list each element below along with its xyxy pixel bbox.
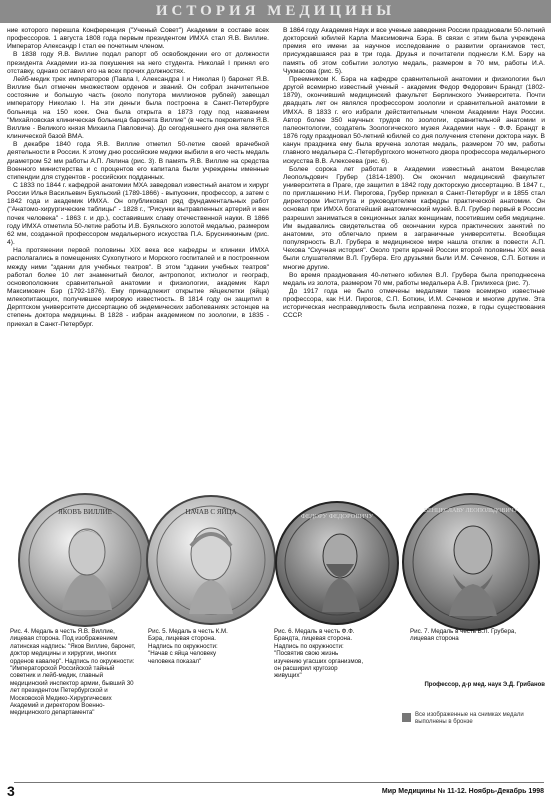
page-number: 3	[7, 783, 15, 799]
section-header	[0, 0, 551, 23]
left-text-column	[7, 27, 269, 329]
note-text: Все изображенные на снимках медали выполнены в бронзе	[415, 712, 524, 726]
paragraph: До 1917 года не было отмечены медалями такие всемирно известные профессора, как Н.И. Пирогов, С.П. Боткин, И.М. Сеченов и многие другие. Эта историческая несправедливость была исправлена позже, в годы существования СССР.	[283, 288, 545, 320]
bronze-note	[402, 712, 542, 726]
medal-image-fig4	[17, 492, 153, 628]
paragraph: В декабре 1840 года Я.В. Виллие отметил 50-летие своей врачебной деятельности в России. К этому дню российские медики выбили в его честь медаль диаметром 52 мм работы А.П. Лялина (рис. 3). В память Я.В. Виллие на средства Военного министерства и с процентов его капитала были учреждены именные стипендии для студентов - российских подданных.	[7, 141, 269, 181]
paragraph: Преемником К. Бэра на кафедре сравнительной анатомии и физиологии был другой всемирно известный ученый - академик Федор Федорович Брандт (1802-1879), окончивший медицинский факультет Берлинского Университета. Почти двадцать лет он являлся профессором зоологии и сравнительной анатомии в ИМХА. В 1833 г. его избрали действительным членом Академии Наук России. Автор более 350 научных трудов по зоологии, сравнительной анатомии и палеонтологии, создатель Зоологического музея Академии наук - Ф.Ф. Брандт в 1876 году праздновал 50-летний юбилей со дня получения степени доктора наук. В канун праздника ему была вручена золотая медаль, размером 70 мм, работы главного медальера С.-Петербургского монетного двора профессора медальерного искусства В.В. Алексеева (рис. 6).	[283, 75, 545, 165]
section-title: ИСТОРИЯ МЕДИЦИНЫ	[155, 3, 396, 19]
figure-caption-fig4: Рис. 4. Медаль в честь Я.В. Виллие, лицевая сторона. Под изображением латинская надпись: "Яков Виллие, баронет, доктор медицины и хирургии, многих орденов кавалер". Надпись по окружности: "Императорской Российской тайный советник и лейб-медик, главный медицинский инспектор армии, бывший 30 лет президентом Петербургской и Московской Медико-Хирургических Академий и директором Военно-медицинского департамента"	[10, 628, 136, 717]
figure-caption-fig6: Рис. 6. Медаль в честь Ф.Ф. Брандта, лицевая сторона. Надпись по окружности: "Посвятив свою жизнь изучению угасших организмов, он расширил кругозор живущих"	[274, 628, 364, 680]
journal-issue: Мир Медицины № 11-12. Ноябрь-Декабрь 1998	[381, 787, 544, 795]
paragraph: На протяжении первой половины XIX века все кафедры и клиники ИМХА располагались в помещениях Сухопутного и Морского госпиталей и в построенном между ними "здании для учебных театров". В этом "здании учебных театров" работал более 10 лет знаменитый биолог, антрополог, ихтиолог и географ, основоположник сравнительной анатомии и физиологии, академик Карл Максимович Бэр (1792-1876). Ему принадлежит открытие яйцеклетки (яйца) млекопитающих, получившее мировую известность. В 1814 году он защитил в Дерптском университете диссертацию об эндемических заболеваниях эстонцев на степень доктора медицины. В 1828 - избран академиком по зоологии, в 1835 - приехал в Санкт-Петербург.	[7, 247, 269, 328]
right-text-column	[283, 27, 545, 321]
medal-image-fig5	[145, 494, 277, 626]
medal-legend: ФЕДОРУ ФЕДОРОВИЧУ	[300, 513, 374, 520]
page-footer	[0, 782, 551, 800]
medal-legend: ЯКОВЪ ВИЛЛИЕ	[58, 508, 112, 516]
medal-legend: НАЧАВ С ЯЙЦА	[185, 508, 237, 516]
medal-image-fig6	[274, 500, 400, 626]
paragraph: В 1864 году Академия Наук и все ученые заведения России праздновали 50-летний докторский юбилей Карла Максимовича Бэра. В связи с этим была учреждена премия его имени за научное исследование о развитии организмов тест, присуждавшаяся раз в три года. Друзья и почитатели поднесли К.М. Бэру на память об этом событии золотую медаль, размером в 70 мм, работы И.А. Чукмасова (рис. 5).	[283, 27, 545, 75]
paragraph: ние которого перешла Конференция ("Ученый Совет") Академии в составе всех профессоров. 1 августа 1808 года первым президентом ИМХА стал Я.В. Виллие. Император Александр I стал ее почетным членом.	[7, 27, 269, 51]
figure-caption-fig7: Рис. 7. Медаль в честь В.Л. Грубера, лицевая сторона	[410, 628, 517, 643]
paragraph: С 1833 по 1844 г. кафедрой анатомии МХА заведовал известный анатом и хирург России Илья Васильевич Буяльский (1789-1866) - выпускник, профессор, а затем с 1842 года и академик ИМХА. Он опубликовал ряд фундаментальных работ ("Анатомо-хирургические таблицы" - 1828 г., "Рисунки вытравленных артерий и вен почек человека" - 1863 г. и др.), составивших славу отечественной науки. В 1866 году ИМХА отметила 50-летие работы И.В. Буяльского золотой медалью, размером 62 мм, созданной профессором медальерного искусства П.А. Бруснинкиным (рис. 4).	[7, 181, 269, 247]
paragraph: Лейб-медик трех императоров (Павла I, Александра I и Николая I) баронет Я.В. Виллие был отмечен множеством орденов и званий. Он собрал значительное состояние и большую часть (около полутора миллионов рублей) завещал императору Николаю I. На эти деньги была построена в Санкт-Петербурге больница на 150 коек. Она была открыта в 1873 году под названием "Михайловская клиническая больница баронета Виллие" (в честь покровителя Я.В. Виллие - Великого князя Михаила Павловича). До сегодняшнего дня она является клинической базой ВМА.	[7, 75, 269, 141]
medal-image-fig7	[401, 492, 541, 632]
paragraph: Во время празднования 40-летнего юбилея В.Л. Грубера была преподнесена медаль из золота, размером 70 мм, работы медальера А.В. Грилихеса (рис. 7).	[283, 271, 545, 287]
author-credit: Профессор, д-р мед. наук Э.Д. Грибанов	[424, 682, 545, 688]
medal-legend: ВЕНЦЕСЛАВУ ЛЕОПОЛЬДОВИЧУ	[424, 508, 518, 514]
figure-caption-fig5: Рис. 5. Медаль в честь К.М. Бэра, лицевая сторона. Надпись по окружности: "Начав с яйца человеку человека показал"	[148, 628, 228, 665]
square-bullet-icon	[402, 713, 411, 722]
paragraph: В 1838 году Я.В. Виллие подал рапорт об освобождении его от должности президента Академии из-за покушения на него студента. Николай I принял его отставку, однако оставил его на всех прочих должностях.	[7, 51, 269, 75]
paragraph: Более сорока лет работал в Академии известный анатом Венцеслав Леопольдович Грубер (1814-1890). Он окончил медицинский факультет университета в Праге, где защитил в 1842 году докторскую диссертацию. В 1847 г., по приглашению Н.И. Пирогова, Грубер приехал в Санкт-Петербург и в 1855 стал директором Института и руководителем кафедры практической анатомии. Он основал при ИМХА богатейший анатомический музей. В.Л. Грубер первый в России разрешил заниматься в секционных залах женщинам, посетившим себя медицине. Им выдавались свидетельства об окончании курса практических занятий по анатомии, это облегчало прием в заграничные университеты. Всеобщая популярность В.Л. Грубера в медицинское мире нашла отклик в повести А.П. Чехова "Скучная история". Около трети врачей России второй половины XIX века были слушателями В.Л. Грубера. Его друзьями были И.М. Сеченов, С.П. Боткин и многие другие.	[283, 165, 545, 271]
